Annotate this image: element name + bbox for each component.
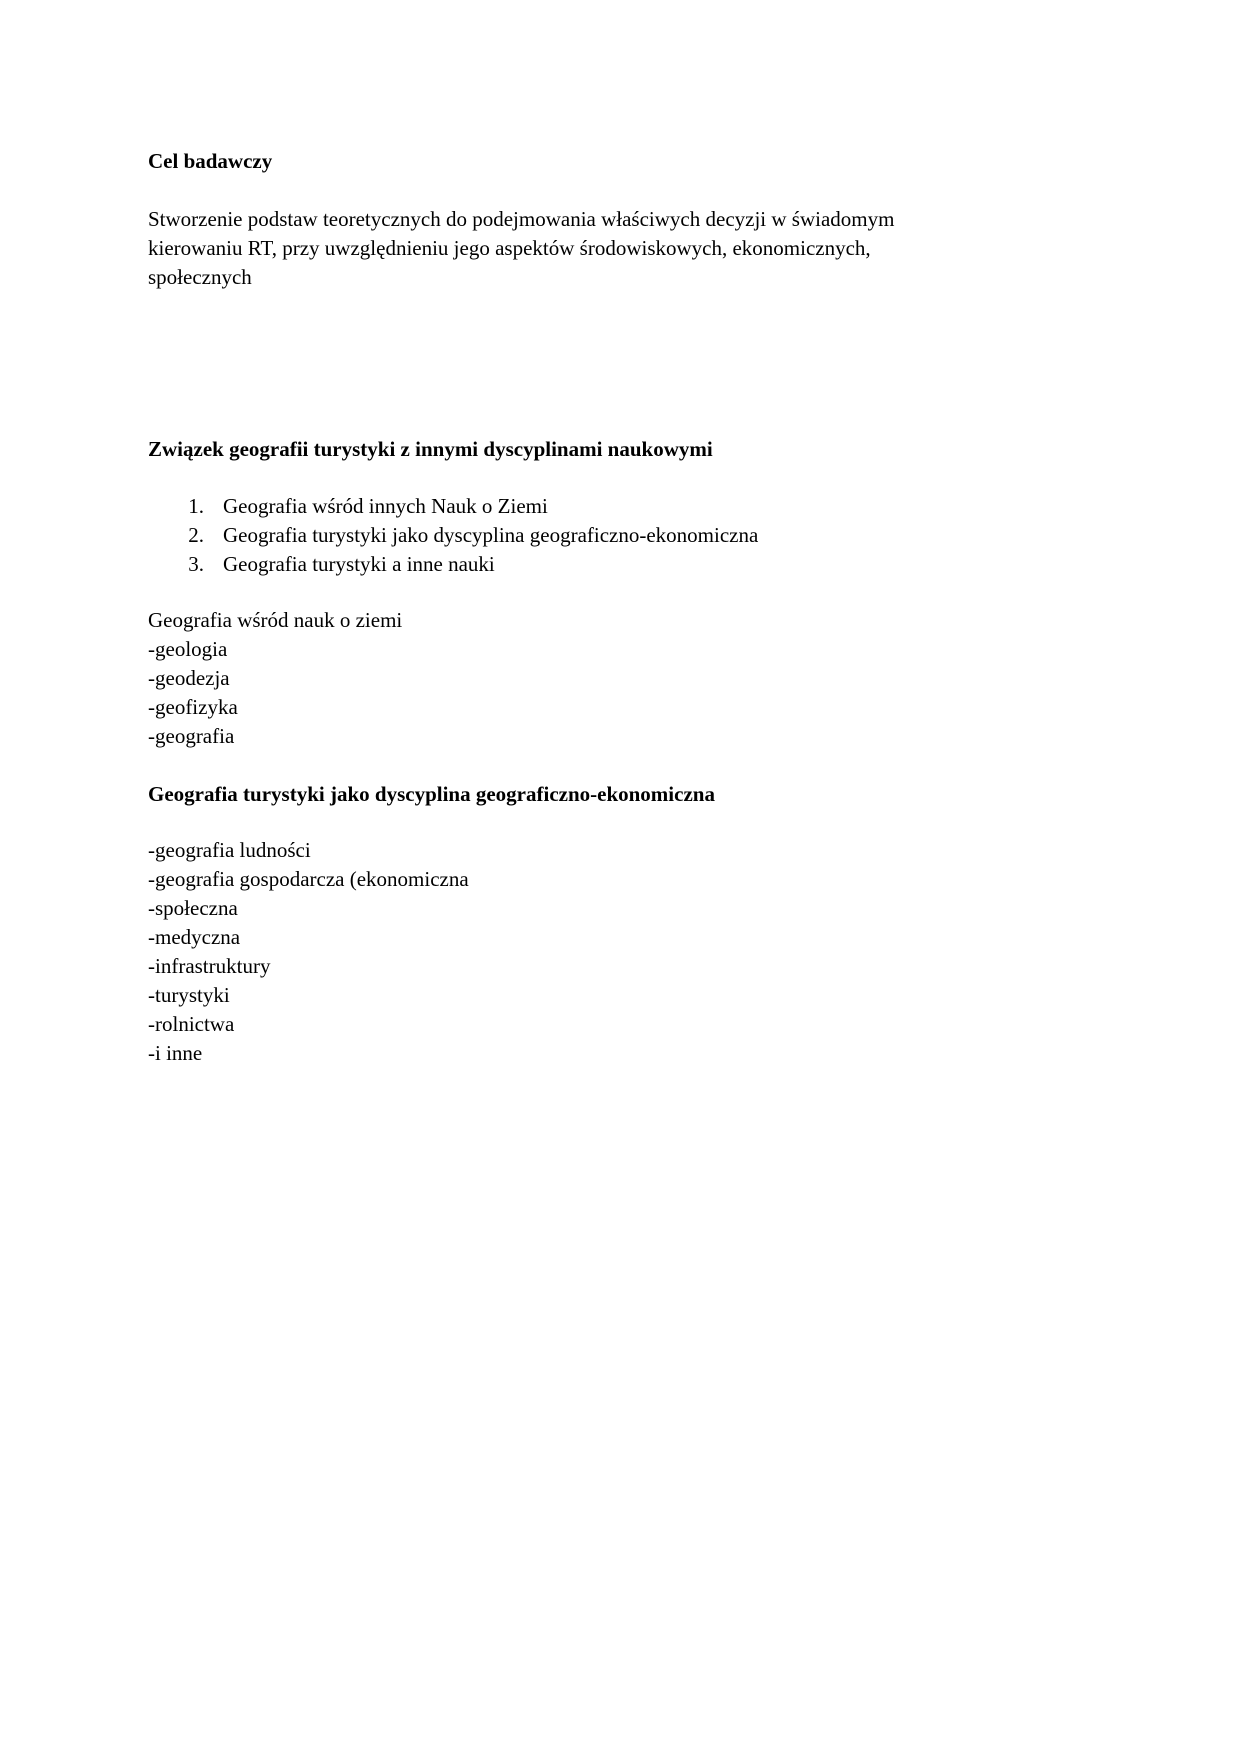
list-item: -geofizyka xyxy=(148,695,238,719)
list-item-text: Geografia turystyki a inne nauki xyxy=(223,552,495,576)
list-item: -geodezja xyxy=(148,666,230,690)
paragraph-line: społecznych xyxy=(148,265,252,289)
list-item: -geografia ludności xyxy=(148,838,311,862)
earth-sciences-list xyxy=(148,606,402,751)
paragraph-line: kierowaniu RT, przy uwzględnieniu jego aspektów środowiskowych, ekonomicznych, xyxy=(148,236,871,260)
list-item: -turystyki xyxy=(148,983,230,1007)
list-item xyxy=(148,550,1048,579)
section-heading-cel-badawczy: Cel badawczy xyxy=(148,149,273,173)
list-item: -medyczna xyxy=(148,925,241,949)
research-goal-paragraph xyxy=(148,205,1068,292)
list-item: -geografia gospodarcza (ekonomiczna xyxy=(148,867,469,891)
economic-geography-list xyxy=(148,836,469,1068)
list-title: Geografia wśród nauk o ziemi xyxy=(148,608,403,632)
list-item-text: Geografia wśród innych Nauk o Ziemi xyxy=(223,494,548,518)
list-number: 2. xyxy=(188,523,204,547)
section-heading-zwiazek: Związek geografii turystyki z innymi dyscyplinami naukowymi xyxy=(148,437,713,461)
list-number: 3. xyxy=(188,552,204,576)
list-number: 1. xyxy=(188,494,204,518)
section-heading-geografia-turystyki: Geografia turystyki jako dyscyplina geograficzno-ekonomiczna xyxy=(148,782,715,806)
list-item: -rolnictwa xyxy=(148,1012,235,1036)
numbered-list xyxy=(148,492,1048,579)
list-item: -geografia xyxy=(148,724,235,748)
list-item: -infrastruktury xyxy=(148,954,271,978)
list-item-text: Geografia turystyki jako dyscyplina geograficzno-ekonomiczna xyxy=(223,523,759,547)
list-item: -i inne xyxy=(148,1041,203,1065)
list-item xyxy=(148,521,1048,550)
paragraph-line: Stworzenie podstaw teoretycznych do podejmowania właściwych decyzji w świadomym xyxy=(148,207,895,231)
list-item: -społeczna xyxy=(148,896,238,920)
list-item xyxy=(148,492,1048,521)
list-item: -geologia xyxy=(148,637,228,661)
